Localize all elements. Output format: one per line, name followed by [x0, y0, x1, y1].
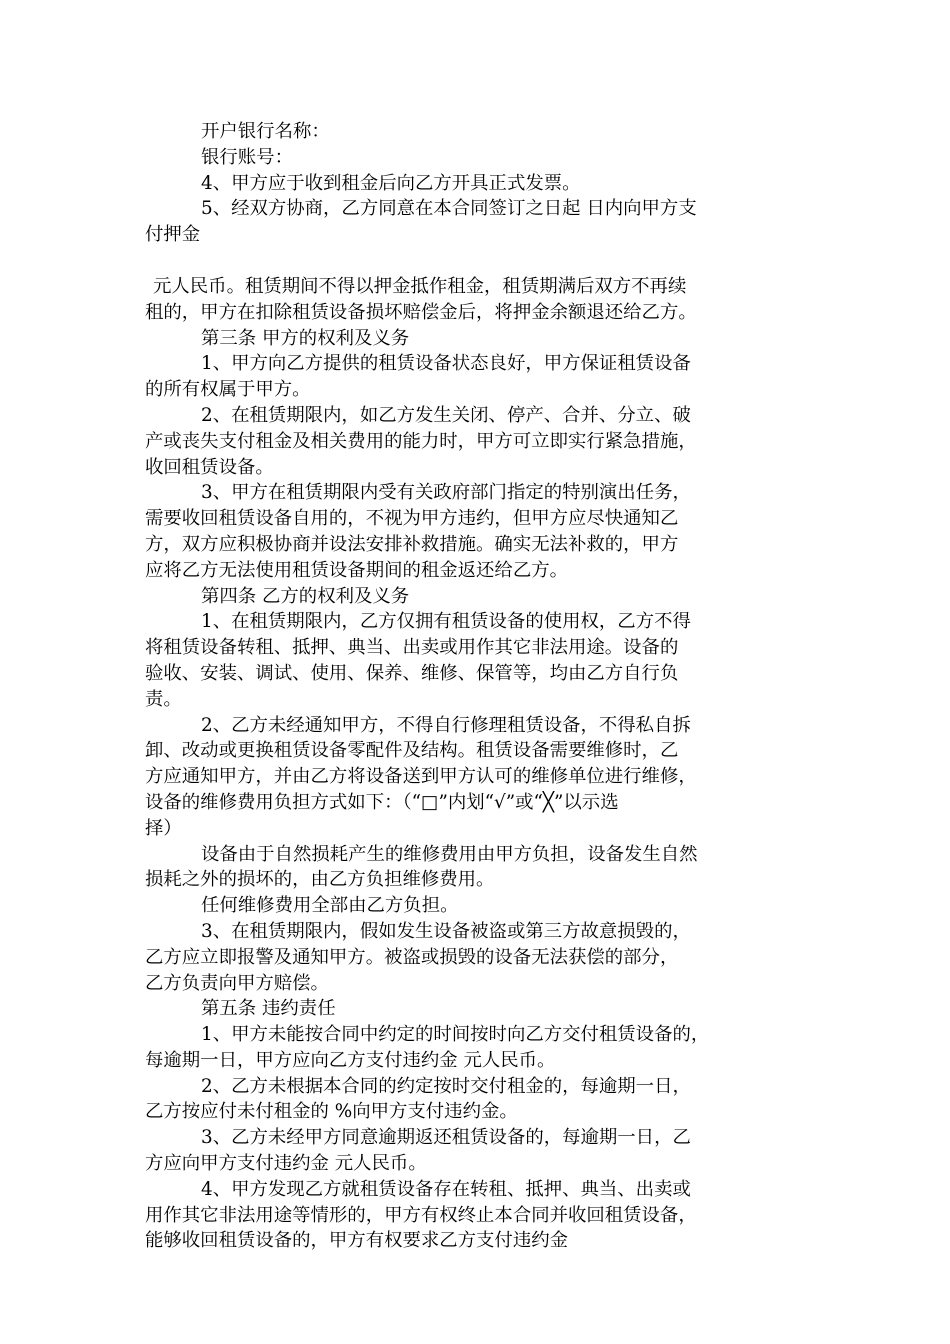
paragraph-line: 租的，甲方在扣除租赁设备损坏赔偿金后，将押金余额退还给乙方。 [145, 301, 697, 323]
paragraph-line: 3、乙方未经甲方同意逾期返还租赁设备的，每逾期一日，乙 [201, 1127, 691, 1149]
paragraph-line: 1、在租赁期限内，乙方仅拥有租赁设备的使用权，乙方不得 [201, 611, 691, 633]
bank-account-line: 银行账号： [201, 146, 293, 168]
paragraph-line: 的所有权属于甲方。 [145, 379, 311, 401]
paragraph-line: 1、甲方未能按合同中约定的时间按时向乙方交付租赁设备的， [201, 1024, 710, 1046]
paragraph-line: 3、甲方在租赁期限内受有关政府部门指定的特别演出任务， [201, 482, 691, 504]
blank-gap [145, 248, 810, 274]
paragraph-line: 乙方负责向甲方赔偿。 [145, 972, 329, 994]
paragraph-line: 乙方按应付未付租金的 %向甲方支付违约金。 [145, 1101, 518, 1123]
document-page [145, 119, 810, 1254]
paragraph-line: 需要收回租赁设备自用的，不视为甲方违约，但甲方应尽快通知乙 [145, 508, 679, 530]
section-heading-4: 第四条 乙方的权利及义务 [201, 585, 410, 607]
paragraph-line: 每逾期一日，甲方应向乙方支付违约金 元人民币。 [145, 1049, 556, 1071]
paragraph-line: 设备由于自然损耗产生的维修费用由甲方负担，设备发生自然 [201, 843, 698, 865]
bank-name-line: 开户银行名称： [201, 121, 330, 142]
paragraph-line: 用作其它非法用途等情形的，甲方有权终止本合同并收回租赁设备， [145, 1204, 697, 1226]
paragraph-line: 将租赁设备转租、抵押、典当、出卖或用作其它非法用途。设备的 [145, 637, 679, 659]
paragraph-line: 4、甲方应于收到租金后向乙方开具正式发票。 [201, 172, 581, 194]
section-heading-3: 第三条 甲方的权利及义务 [201, 327, 410, 349]
paragraph-line: 责。 [145, 688, 182, 710]
paragraph-line: 元人民币。租赁期间不得以押金抵作租金，租赁期满后双方不再续 [153, 275, 687, 297]
paragraph-line: 择） [145, 817, 182, 839]
paragraph-line: 损耗之外的损坏的，由乙方负担维修费用。 [145, 869, 495, 891]
paragraph-line: 2、乙方未根据本合同的约定按时交付租金的，每逾期一日， [201, 1075, 691, 1097]
paragraph-line: 付押金 [145, 224, 201, 246]
paragraph-line: 能够收回租赁设备的，甲方有权要求乙方支付违约金 [145, 1230, 568, 1252]
paragraph-line: 产或丧失支付租金及相关费用的能力时，甲方可立即实行紧急措施， [145, 430, 697, 452]
paragraph-line: 验收、安装、调试、使用、保养、维修、保管等，均由乙方自行负 [145, 662, 679, 684]
paragraph-line: 任何维修费用全部由乙方负担。 [201, 895, 459, 917]
paragraph-line: 收回租赁设备。 [145, 456, 274, 478]
paragraph-line: 应将乙方无法使用租赁设备期间的租金返还给乙方。 [145, 559, 568, 581]
paragraph-line: 3、在租赁期限内，假如发生设备被盗或第三方故意损毁的， [201, 920, 691, 942]
paragraph-line: 2、在租赁期限内，如乙方发生关闭、停产、合并、分立、破 [201, 404, 691, 426]
paragraph-line: 卸、改动或更换租赁设备零配件及结构。租赁设备需要维修时，乙 [145, 740, 679, 762]
section-heading-5: 第五条 违约责任 [201, 998, 336, 1020]
paragraph-line: 5、经双方协商，乙方同意在本合同签订之日起 日内向甲方支 [201, 198, 697, 220]
paragraph-line: 设备的维修费用负担方式如下：（“□”内划“√”或“╳”以示选 [145, 791, 619, 813]
paragraph-line: 乙方应立即报警及通知甲方。被盗或损毁的设备无法获偿的部分， [145, 946, 679, 968]
paragraph-line: 方，双方应积极协商并设法安排补救措施。确实无法补救的，甲方 [145, 533, 679, 555]
paragraph-line: 1、甲方向乙方提供的租赁设备状态良好，甲方保证租赁设备 [201, 353, 691, 375]
paragraph-line: 方应向甲方支付违约金 元人民币。 [145, 1153, 427, 1175]
paragraph-line: 方应通知甲方，并由乙方将设备送到甲方认可的维修单位进行维修， [145, 766, 697, 788]
paragraph-line: 2、乙方未经通知甲方，不得自行修理租赁设备，不得私自拆 [201, 714, 691, 736]
paragraph-line: 4、甲方发现乙方就租赁设备存在转租、抵押、典当、出卖或 [201, 1178, 691, 1200]
